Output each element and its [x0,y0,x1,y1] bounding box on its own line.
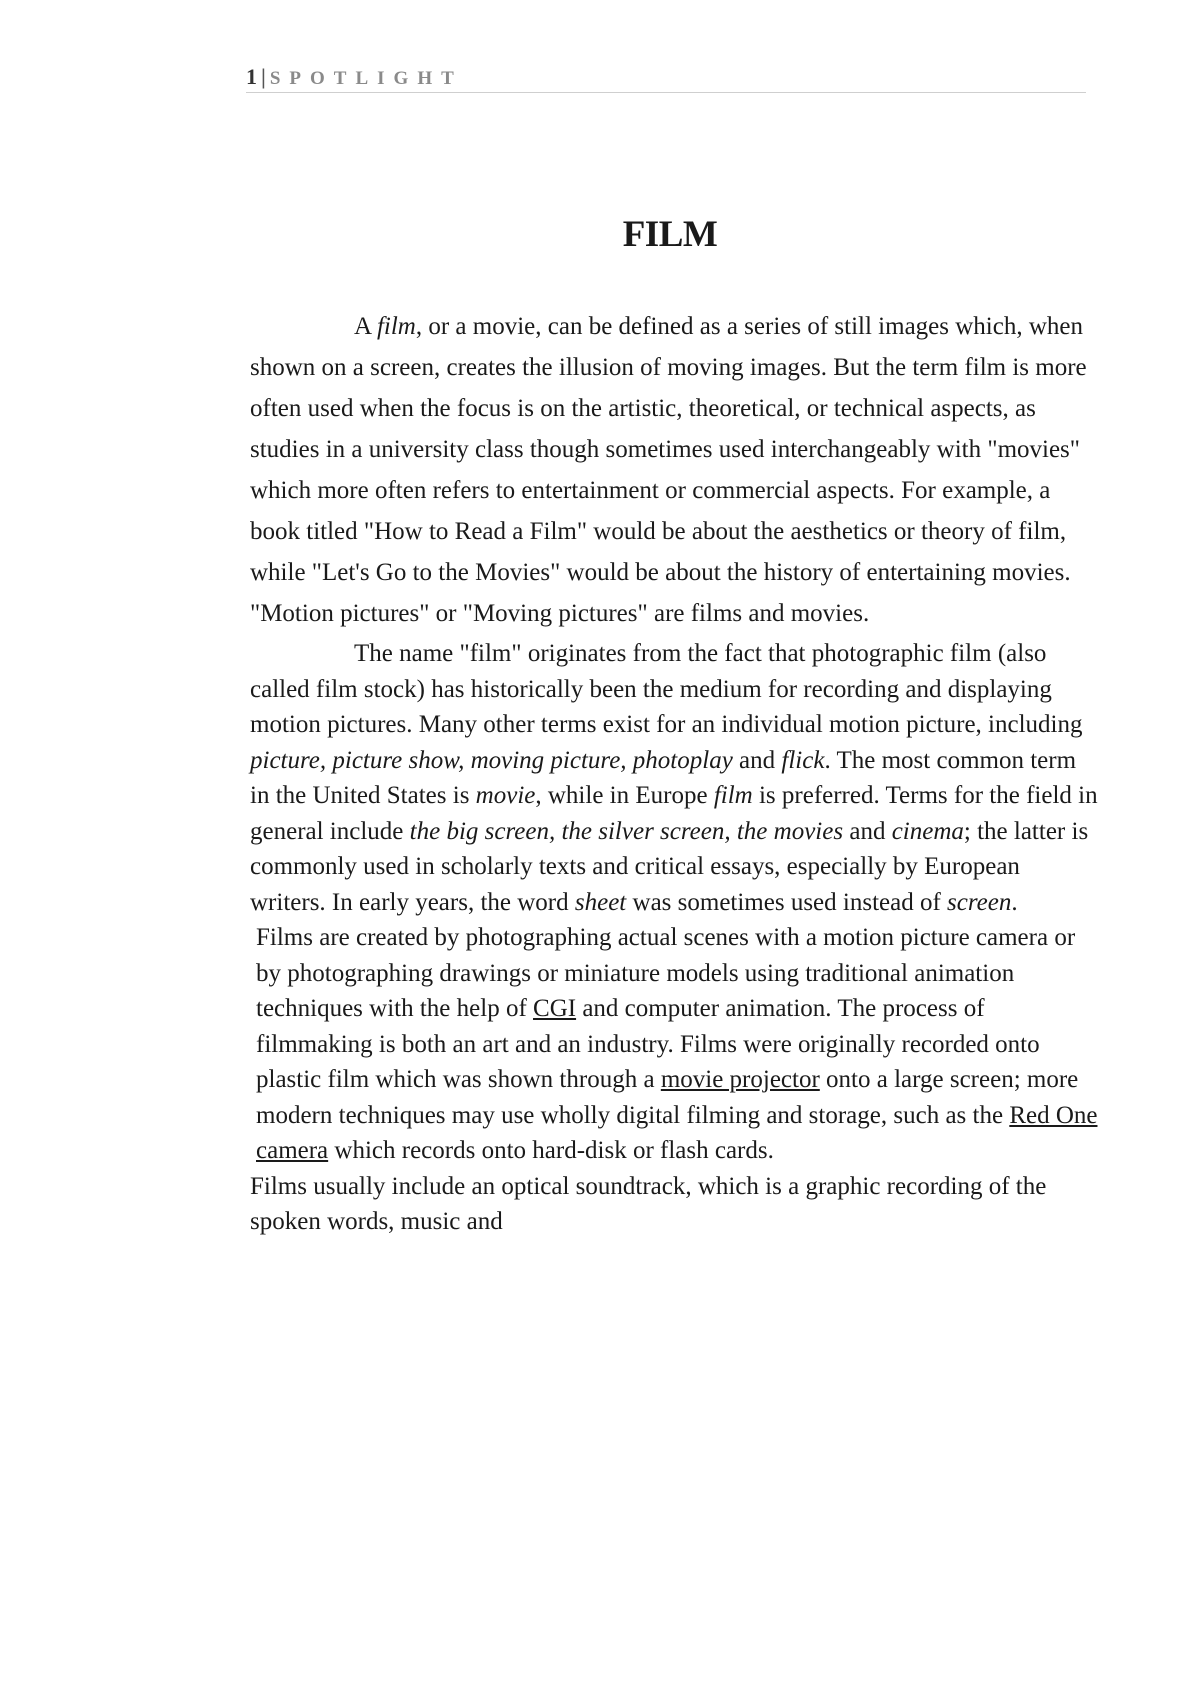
cgi-link[interactable]: CGI [533,995,577,1022]
paragraph-2-em-1: picture, picture show, moving picture, photoplay [250,746,733,774]
paragraph-2-text-6: and [843,817,892,845]
paragraph-2-text-5: is preferred. Terms for the field in general include [250,782,1098,845]
paragraph-2-em-3: movie [475,782,536,809]
paragraph-2-text-1: The name "film" originates from the fact that photographic film (also called film stock) has historically been the medium for recording and displaying motion pictures. Many other terms exist for an individual motion picture, including [250,640,1083,738]
paragraph-2-text-4: , while in Europe [535,782,714,809]
paragraph-1 [250,306,1100,634]
header-text [246,64,463,92]
paragraph-2-text-3: . The most common term in the United States is [250,746,1077,809]
paragraph-2-em-7: sheet [574,888,627,916]
document-title: FILM [622,214,718,255]
paragraph-2-text-2: and [732,746,782,774]
paragraph-3-text-2: and computer animation. The process of filmmaking is both an art and an industry. Films were originally recorded onto plastic film which was shown through a [256,995,1040,1093]
paragraph-1-text-1: A [354,313,377,340]
paragraph-3-text-1: Films are created by photographing actual scenes with a motion picture camera or by photographing drawings or miniature models using traditional animation techniques with the help of [256,924,1076,1022]
paragraph-2 [250,636,1100,920]
paragraph-2-text-9: . [1011,888,1018,916]
page-number: 1 [246,64,257,89]
paragraph-2-text-7: ; the latter is commonly used in scholarly texts and critical essays, especially by European writers. In early years, the word [250,817,1089,916]
paragraph-4 [250,1169,1100,1240]
paragraph-1-text-2: , or a movie, can be defined as a series of still images which, when shown on a screen, creates the illusion of moving images. But the term film is more often used when the focus is on the artistic, theoretical, or technical aspects, as studies in a university class though sometimes used interchangeably with "movies" which more often refers to entertainment or commercial aspects. For example, a book titled "How to Read a Film" would be about the aesthetics or theory of film, while "Let's Go to the Movies" would be about the history of entertaining movies. "Motion pictures" or "Moving pictures" are films and movies. [250,313,1087,627]
section-name: SPOTLIGHT [269,68,463,89]
paragraph-4-text-1: Films usually include an optical soundtrack, which is a graphic recording of the spoken words, music and [250,1172,1047,1235]
paragraph-2-em-4: film [713,782,753,809]
paragraph-2-em-5: the big screen, the silver screen, the movies [409,817,844,845]
paragraph-3 [250,920,1100,1169]
paragraph-2-em-6: cinema [891,817,964,845]
document-body [250,306,1100,1240]
header-separator: | [261,64,266,89]
paragraph-3-text-4: which records onto hard-disk or flash cards. [328,1137,774,1164]
paragraph-2-em-2: flick [781,746,825,774]
page-header [246,62,1086,93]
paragraph-2-em-8: screen [947,888,1012,916]
paragraph-2-text-8: was sometimes used instead of [626,888,948,916]
paragraph-1-em-1: film [376,313,416,340]
movie-projector-link[interactable]: movie projector [660,1066,820,1093]
paragraph-3-text-3: onto a large screen; more modern techniques may use wholly digital filming and storage, such as the [256,1066,1079,1129]
red-one-camera-link[interactable]: Red One camera [256,1101,1098,1164]
